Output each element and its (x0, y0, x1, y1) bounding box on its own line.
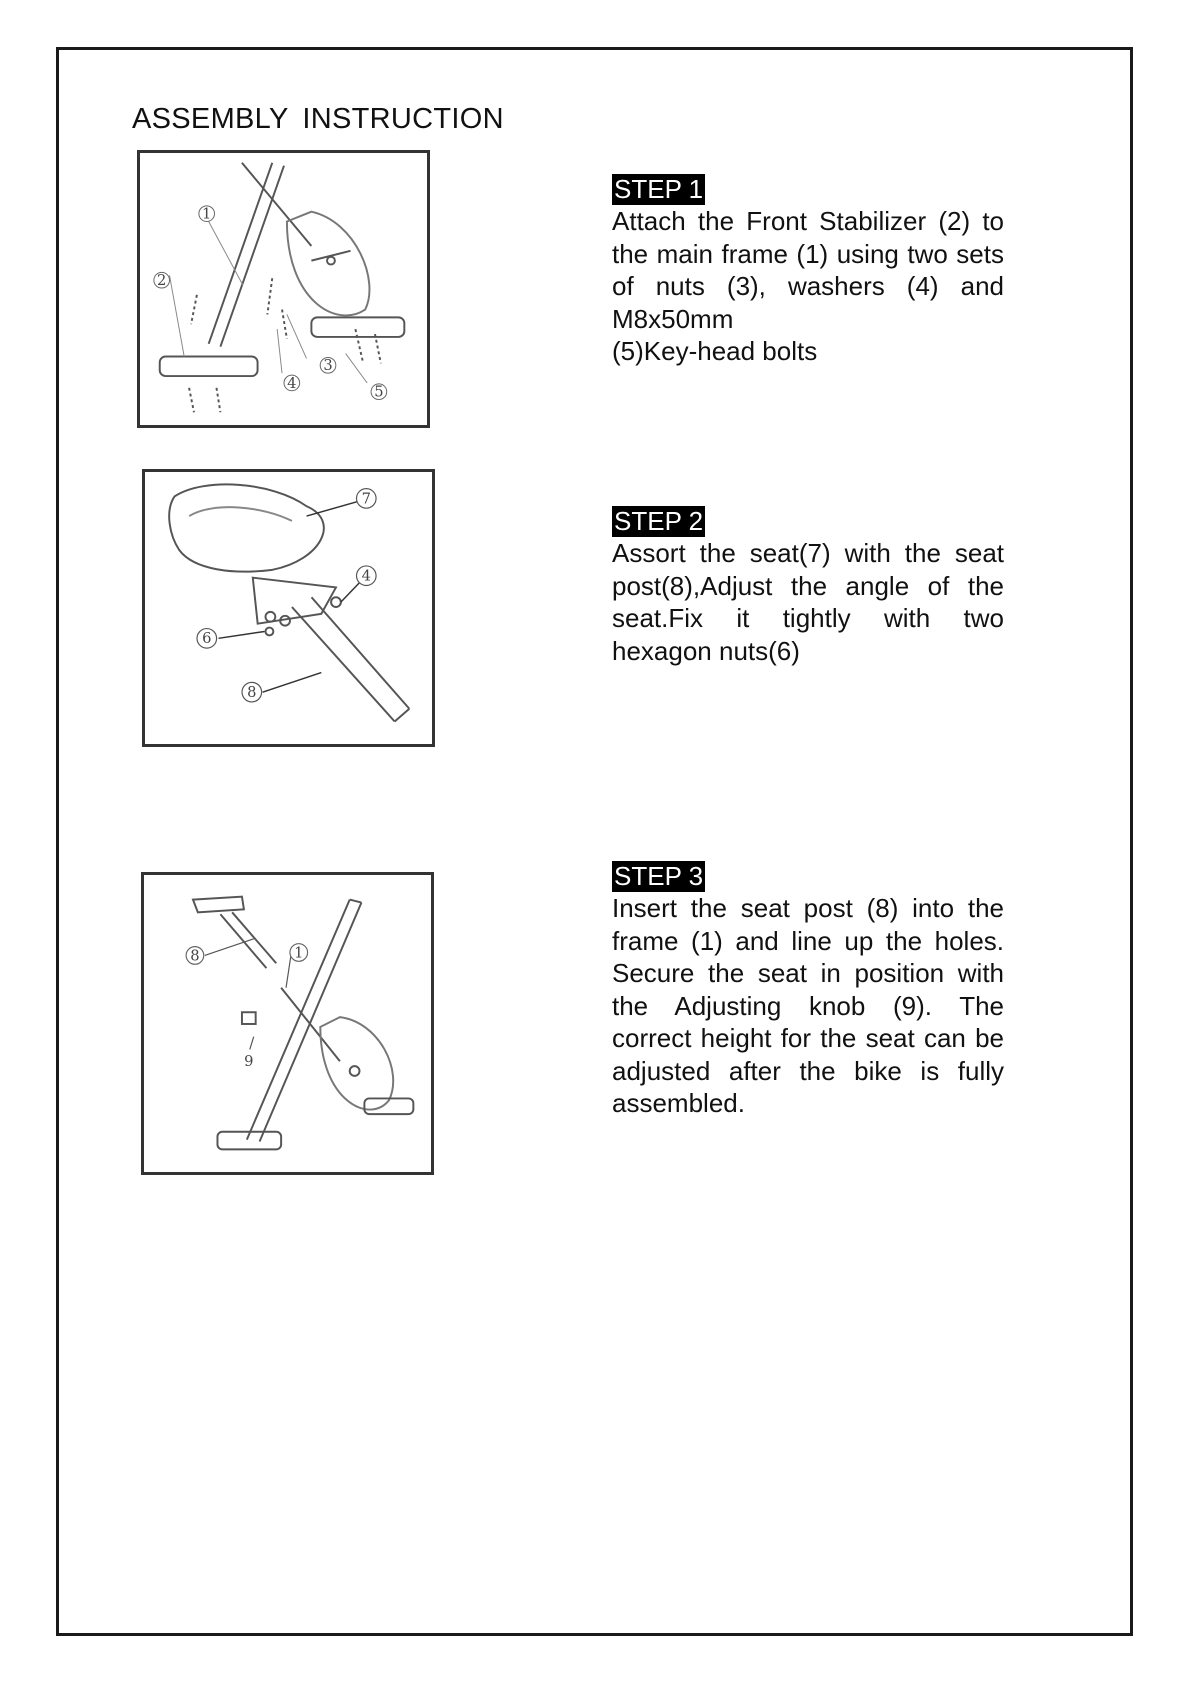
step-3-text (612, 892, 1004, 1120)
callout-1: 1 (294, 944, 304, 962)
callout-4: 4 (287, 374, 297, 392)
step-3-diagram (141, 872, 434, 1175)
step-1 (612, 174, 1004, 368)
callout-6: 6 (202, 630, 212, 648)
step-3-line-1: Insert the seat post (8) into the frame (1) and line up the holes. Secure the seat in position with the Adjusting knob (9). The correct height for the seat can be adjusted after the bike is fully assembled. (612, 893, 1004, 1118)
callout-2: 2 (157, 272, 167, 290)
step-2-label: STEP 2 (614, 506, 704, 536)
callout-5: 5 (374, 383, 384, 401)
callout-1: 1 (202, 205, 212, 223)
callout-3: 3 (323, 357, 333, 375)
callout-4: 4 (361, 567, 371, 585)
step-1-label: STEP 1 (614, 174, 704, 204)
step-1-diagram (137, 150, 430, 428)
step-3-label: STEP 3 (614, 861, 704, 891)
callout-8: 8 (247, 684, 257, 702)
callout-9: 9 (244, 1053, 254, 1071)
step-2-illustration (145, 472, 432, 744)
step-1-line-2: (5)Key-head bolts (612, 336, 818, 366)
step-1-illustration (140, 153, 427, 425)
callout-7: 7 (361, 490, 371, 508)
step-2-diagram (142, 469, 435, 747)
page-title: ASSEMBLY INSTRUCTION (132, 103, 504, 135)
step-2-text (612, 537, 1004, 667)
step-1-text (612, 205, 1004, 368)
step-2-line-1: Assort the seat(7) with the seat post(8),Adjust the angle of the seat.Fix it tightly with two hexagon nuts(6) (612, 538, 1004, 666)
step-3 (612, 861, 1004, 1120)
callout-8: 8 (190, 947, 200, 965)
step-3-illustration (144, 875, 431, 1172)
step-1-line-1: Attach the Front Stabilizer (2) to the main frame (1) using two sets of nuts (3), washers (4) and M8x50mm (612, 206, 1004, 334)
step-2 (612, 506, 1004, 667)
